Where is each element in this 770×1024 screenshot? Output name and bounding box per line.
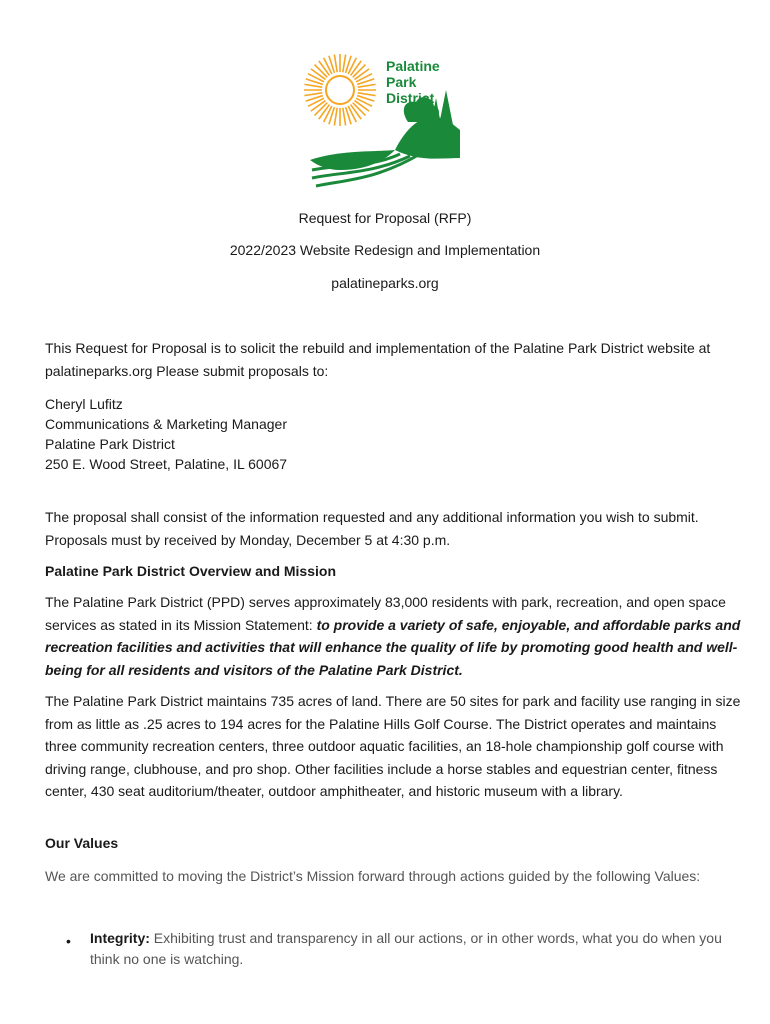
logo-text <box>386 58 440 106</box>
values-intro: We are committed to moving the District’s Mission forward through actions guided by the following Values: <box>45 868 701 884</box>
values-heading: Our Values <box>45 835 119 851</box>
sun-ray <box>334 108 337 126</box>
rfp-title: Request for Proposal (RFP) <box>298 210 472 226</box>
bullet-icon: • <box>66 933 71 949</box>
sun-ray <box>304 84 322 87</box>
contact-address: 250 E. Wood Street, Palatine, IL 60067 <box>45 456 288 472</box>
palatine-park-district-logo <box>300 50 470 195</box>
sun-circle <box>326 76 354 104</box>
contact-title: Communications & Marketing Manager <box>45 416 287 432</box>
logo-name-line3: District <box>386 90 435 106</box>
logo-name-line1: Palatine <box>386 58 440 74</box>
mission-statement: to provide a variety of safe, enjoyable, and affordable parks and recreation facilities and activities that will enhance the quality of life by promoting good health and well-being for all residents and visitors of the Palatine Park District. <box>45 616 741 678</box>
sun-ray <box>334 54 337 72</box>
intro-paragraph: This Request for Proposal is to solicit the rebuild and implementation of the Palatine Park District website at palatineparks.org Please submit proposals to: <box>45 340 711 379</box>
rfp-subtitle: 2022/2023 Website Redesign and Implementation <box>229 242 541 258</box>
sun-ray <box>358 93 376 96</box>
contact-name: Cheryl Lufitz <box>45 396 123 412</box>
sun-ray <box>343 108 346 126</box>
sun-ray <box>304 93 322 96</box>
values-list-item <box>90 928 740 970</box>
sun-landscape-logo-icon <box>300 50 470 195</box>
overview-heading: Palatine Park District Overview and Mission <box>45 563 336 579</box>
proposal-paragraph: The proposal shall consist of the information requested and any additional information you wish to submit. Proposals must by received by Monday, December 5 at 4:30 p.m. <box>45 509 699 548</box>
value-label: Integrity: <box>90 930 150 946</box>
value-text: Exhibiting trust and transparency in all our actions, or in other words, what you do when you think no one is watching. <box>90 930 722 967</box>
overview-paragraph-1 <box>45 591 750 681</box>
logo-name-line2: Park <box>386 74 417 90</box>
sun-ray <box>343 54 346 72</box>
rfp-website: palatineparks.org <box>331 275 439 291</box>
sun-ray <box>358 84 376 87</box>
contact-block <box>45 394 545 474</box>
contact-org: Palatine Park District <box>45 436 175 452</box>
overview-text: The Palatine Park District (PPD) serves approximately 83,000 residents with park, recreation, and open space services as stated in its Mission Statement: <box>45 594 726 633</box>
overview-paragraph-2: The Palatine Park District maintains 735 acres of land. There are 50 sites for park and facility use ranging in size from as little as .25 acres to 194 acres for the Palatine Hills Golf Course. The District operates and maintains three community recreation centers, three outdoor aquatic facilities, an 18-hole championship golf course with driving range, clubhouse, and pro shop. Other facilities include a horse stables and equestrian center, fitness center, 430 seat auditorium/theater, outdoor amphitheater, and historic museum with a library. <box>45 693 741 799</box>
